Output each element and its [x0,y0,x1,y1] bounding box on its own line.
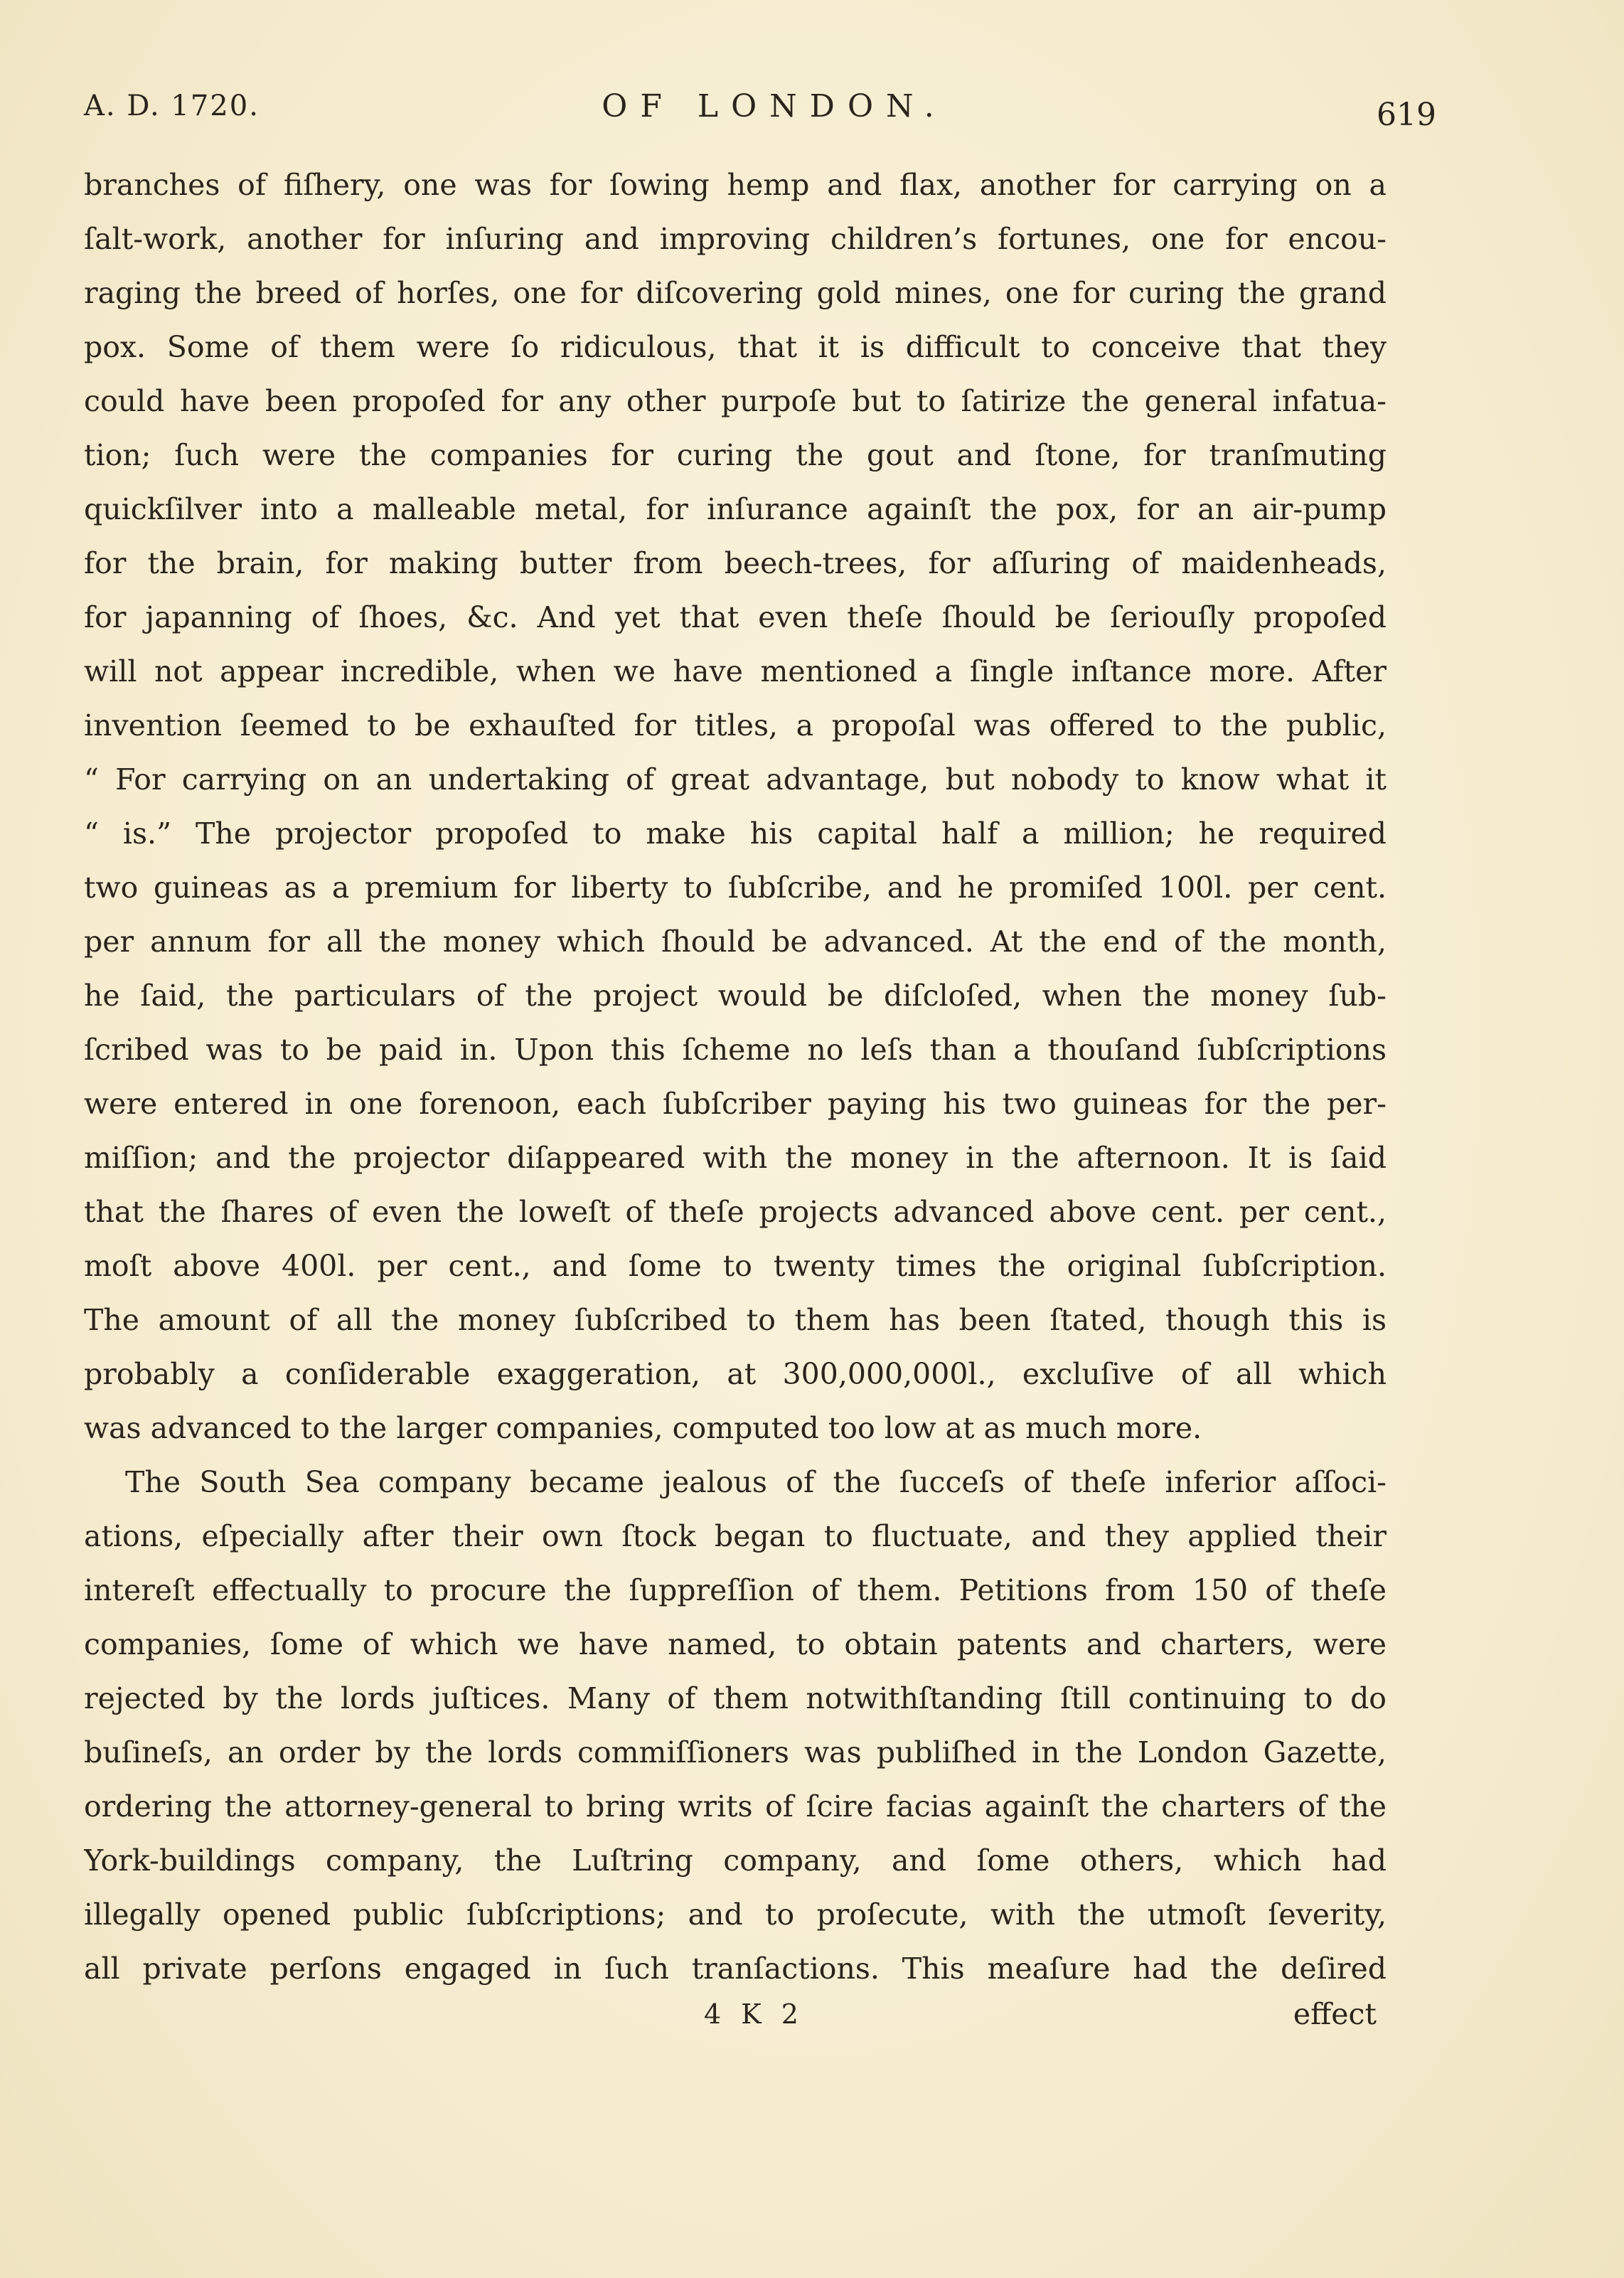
text-line: per annum for all the money which ſhould be advanced. At the end of the month, [84,925,1387,959]
text-line: he ſaid, the particulars of the project would be diſcloſed, when the money ſub- [84,979,1387,1013]
text-line: companies, ſome of which we have named, to obtain patents and charters, were [84,1627,1387,1661]
header-title: OF LONDON. [602,88,947,124]
text-line: The South Sea company became jealous of the ſucceſs of theſe inferior aſſoci- [125,1465,1387,1499]
text-line: rejected by the lords juſtices. Many of them notwithſtanding ſtill continuing to do [84,1681,1387,1715]
text-line: The amount of all the money ſubſcribed to them has been ſtated, though this is [84,1303,1387,1337]
text-line: “ is.” The projector propoſed to make his capital half a million; he required [84,816,1387,851]
catchword: effect [1293,1997,1377,2031]
text-line: moſt above 400l. per cent., and ſome to twenty times the original ſubſcription. [84,1249,1387,1283]
text-line: branches of fiſhery, one was for ſowing hemp and flax, another for carrying on a [84,168,1387,202]
text-line: pox. Some of them were ſo ridiculous, that it is difficult to conceive that they [84,330,1387,364]
text-line: intereſt effectually to procure the ſuppreſſion of them. Petitions from 150 of theſe [84,1573,1387,1607]
text-line: York-buildings company, the Luſtring company, and ſome others, which had [84,1843,1387,1878]
body-text [84,158,1387,1996]
text-line: miſſion; and the projector diſappeared with the money in the afternoon. It is ſaid [84,1141,1387,1175]
signature-mark: 4 K 2 [704,1998,804,2030]
text-line: ſcribed was to be paid in. Upon this ſcheme no leſs than a thouſand ſubſcriptions [84,1033,1387,1067]
text-line: illegally opened public ſubſcriptions; and to proſecute, with the utmoſt ſeverity, [84,1898,1387,1932]
text-line: two guineas as a premium for liberty to ſubſcribe, and he promiſed 100l. per cent. [84,871,1387,905]
text-line: will not appear incredible, when we have mentioned a ſingle inſtance more. After [84,654,1387,688]
text-line: ations, eſpecially after their own ſtock began to fluctuate, and they applied their [84,1519,1387,1553]
text-line: buſineſs, an order by the lords commiſſioners was publiſhed in the London Gazette, [84,1735,1387,1769]
text-line: for japanning of ſhoes, &c. And yet that even theſe ſhould be ſeriouſly propoſed [84,600,1387,634]
running-header [84,85,1436,142]
header-year: A. D. 1720. [84,90,260,122]
text-line: raging the breed of horſes, one for diſcovering gold mines, one for curing the grand [84,276,1387,310]
text-line: “ For carrying on an undertaking of great advantage, but nobody to know what it [84,762,1387,797]
text-line: invention ſeemed to be exhauſted for titles, a propoſal was offered to the public, [84,708,1387,743]
text-line: probably a conſiderable exaggeration, at 300,000,000l., excluſive of all which [84,1357,1387,1391]
text-line: tion; ſuch were the companies for curing the gout and ſtone, for tranſmuting [84,438,1387,472]
text-line: for the brain, for making butter from beech-trees, for aſſuring of maidenheads, [84,546,1387,580]
text-line: that the ſhares of even the loweſt of theſe projects advanced above cent. per cent., [84,1195,1387,1229]
text-line: could have been propoſed for any other purpoſe but to ſatirize the general infatua- [84,384,1387,418]
page-number: 619 [1377,97,1436,133]
text-line: all private perſons engaged in ſuch tranſactions. This meaſure had the deſired [84,1952,1387,1986]
text-line: were entered in one forenoon, each ſubſcriber paying his two guineas for the per- [84,1087,1387,1121]
text-line: ordering the attorney-general to bring writs of ſcire facias againſt the charters of the [84,1789,1387,1824]
text-line: was advanced to the larger companies, computed too low at as much more. [84,1411,1202,1445]
text-line: quickſilver into a malleable metal, for inſurance againſt the pox, for an air-pump [84,492,1387,526]
text-line: ſalt-work, another for inſuring and improving children’s fortunes, one for encou- [84,222,1387,256]
